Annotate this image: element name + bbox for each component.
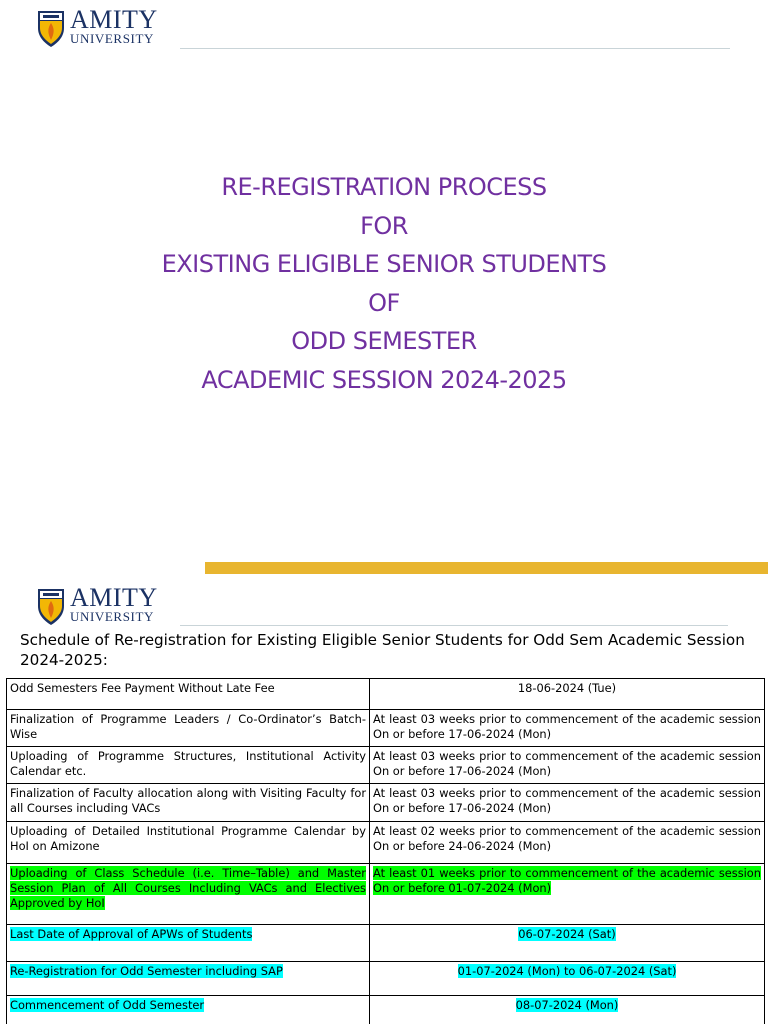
activity-cell: [7, 962, 370, 996]
table-row: [7, 996, 765, 1024]
header-rule: [180, 625, 728, 626]
activity-cell: [7, 679, 370, 710]
logo-wordmark-amity: AMITY: [70, 5, 158, 34]
activity-cell: [7, 747, 370, 784]
table-row: [7, 822, 765, 864]
logo-wordmark-university: UNIVERSITY: [70, 609, 154, 624]
date-text: At least 02 weeks prior to commencement of the academic session On or before 24-06-2024 (Mon): [373, 824, 761, 853]
activity-cell: [7, 710, 370, 747]
table-row: [7, 864, 765, 925]
activity-text: Uploading of Class Schedule (i.e. Time–Table) and Master Session Plan of All Courses Including VACs and Electives Approved by HoI: [10, 866, 366, 910]
title-line: ODD SEMESTER: [291, 327, 477, 355]
date-cell: [370, 679, 765, 710]
activity-text: Odd Semesters Fee Payment Without Late Fee: [10, 681, 275, 695]
table-row: [7, 784, 765, 822]
logo-wordmark-university: UNIVERSITY: [70, 31, 154, 46]
activity-text: Uploading of Detailed Institutional Programme Calendar by HoI on Amizone: [10, 824, 366, 853]
date-text: 01-07-2024 (Mon) to 06-07-2024 (Sat): [457, 964, 677, 978]
header-rule: [180, 48, 730, 49]
slide-title: [0, 168, 768, 399]
date-cell: [370, 784, 765, 822]
amity-crest-icon: [36, 8, 66, 48]
date-cell: [370, 710, 765, 747]
date-cell: [370, 747, 765, 784]
activity-text: Re-Registration for Odd Semester including SAP: [10, 964, 283, 978]
activity-cell: [7, 996, 370, 1024]
date-text: At least 03 weeks prior to commencement of the academic session On or before 17-06-2024 (Mon): [373, 749, 761, 778]
activity-cell: [7, 784, 370, 822]
activity-cell: [7, 925, 370, 962]
title-line: OF: [368, 288, 400, 317]
date-cell: [370, 925, 765, 962]
table-row: [7, 747, 765, 784]
amity-logo: [36, 5, 158, 48]
table-row: [7, 710, 765, 747]
activity-text: Finalization of Faculty allocation along with Visiting Faculty for all Courses including VACs: [10, 786, 366, 815]
date-text: 18-06-2024 (Tue): [517, 681, 617, 695]
activity-cell: [7, 864, 370, 925]
logo-wordmark-amity: AMITY: [70, 583, 158, 612]
date-text: 06-07-2024 (Sat): [518, 927, 616, 941]
title-line: ACADEMIC SESSION 2024-2025: [201, 365, 567, 394]
title-line: EXISTING ELIGIBLE SENIOR STUDENTS: [161, 250, 607, 278]
title-line: RE-REGISTRATION PROCESS: [221, 173, 547, 201]
date-text: 08-07-2024 (Mon): [515, 998, 619, 1012]
schedule-table: [6, 678, 765, 1024]
activity-cell: [7, 822, 370, 864]
date-text: At least 01 weeks prior to commencement of the academic session On or before 01-07-2024 (Mon): [373, 866, 761, 895]
schedule-slide: [0, 562, 768, 1024]
date-text: At least 03 weeks prior to commencement of the academic session On or before 17-06-2024 (Mon): [373, 712, 761, 741]
accent-bar: [205, 562, 768, 574]
activity-text: Commencement of Odd Semester: [10, 998, 205, 1012]
date-cell: [370, 996, 765, 1024]
activity-text: Last Date of Approval of APWs of Students: [10, 927, 253, 941]
table-row: [7, 925, 765, 962]
date-cell: [370, 864, 765, 925]
title-line: FOR: [360, 211, 408, 240]
date-text: At least 03 weeks prior to commencement of the academic session On or before 17-06-2024 (Mon): [373, 786, 761, 815]
table-row: [7, 962, 765, 996]
date-cell: [370, 962, 765, 996]
amity-crest-icon: [36, 586, 66, 626]
activity-text: Uploading of Programme Structures, Institutional Activity Calendar etc.: [10, 749, 366, 778]
activity-text: Finalization of Programme Leaders / Co-Ordinator’s Batch-Wise: [10, 712, 366, 741]
amity-logo: [36, 583, 158, 626]
date-cell: [370, 822, 765, 864]
table-row: [7, 679, 765, 710]
schedule-heading: Schedule of Re-registration for Existing Eligible Senior Students for Odd Sem Academic Session 2024-2025:: [20, 631, 745, 669]
